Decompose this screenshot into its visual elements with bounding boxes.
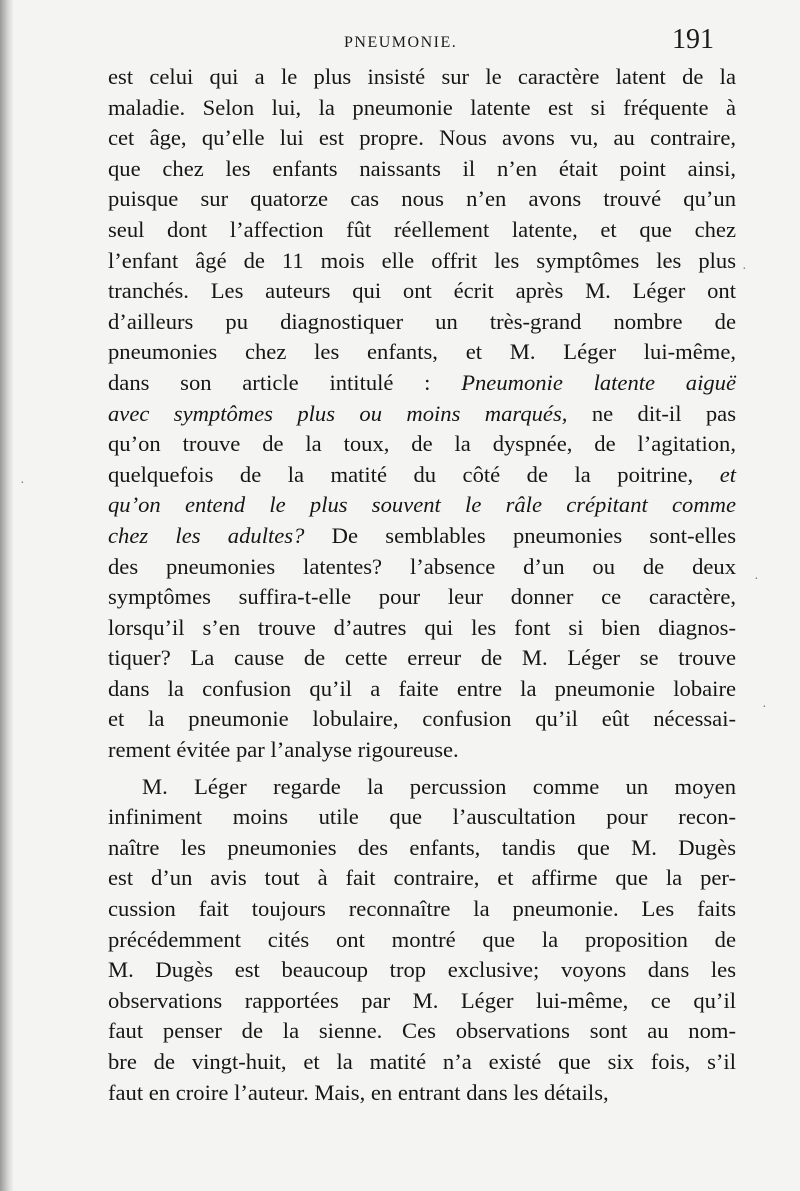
italic-segment: chez les adultes? [108, 522, 305, 548]
text-line: d’ailleurs pu diagnostiquer un très-grand nombre de [108, 308, 736, 334]
italic-segment: qu’on entend le plus souvent le râle crépitant comme [108, 492, 736, 518]
text-line [108, 521, 736, 552]
text-line: naître les pneumonies des enfants, tandis que M. Dugès [108, 834, 736, 860]
running-head: PNEUMONIE. [344, 34, 458, 51]
text-line: dans la confusion qu’il a faite entre la pneumonie lobaire [108, 675, 736, 701]
page-gutter-shadow [0, 0, 14, 1191]
text-line: rement évitée par l’analyse rigoureuse. [108, 737, 459, 763]
text-line: maladie. Selon lui, la pneumonie latente est si fréquente à [108, 94, 736, 120]
text-line: lorsqu’il s’en trouve d’autres qui les font si bien diagnos- [108, 614, 736, 640]
text-line: seul dont l’affection fût réellement latente, et que chez [108, 216, 736, 242]
italic-segment: Pneumonie latente aiguë [461, 369, 736, 395]
text-line [108, 490, 736, 521]
text-line: tranchés. Les auteurs qui ont écrit après M. Léger ont [108, 278, 736, 304]
text-line: cet âge, qu’elle lui est propre. Nous avons vu, au contraire, [108, 125, 736, 151]
page-number: 191 [672, 24, 714, 55]
text-line: faut penser de la sienne. Ces observations sont au nom- [108, 1018, 736, 1044]
text-line [108, 399, 736, 430]
paragraph [108, 772, 736, 1109]
speck: · [762, 700, 767, 715]
text-line: est d’un avis tout à fait contraire, et affirme que la per- [108, 865, 736, 891]
text-line: précédemment cités ont montré que la proposition de [108, 926, 736, 952]
text-line: tiquer? La cause de cette erreur de M. Léger se trouve [108, 645, 736, 671]
text-segment: dans son article intitulé : [108, 369, 462, 395]
speck: · [754, 572, 759, 587]
text-line: qu’on trouve de la toux, de la dyspnée, de l’agitation, [108, 431, 736, 457]
text-segment: ne dit-il pas [567, 400, 737, 426]
text-line: est celui qui a le plus insisté sur le caractère latent de la [108, 64, 736, 89]
text-line: observations rapportées par M. Léger lui-même, ce qu’il [108, 987, 736, 1013]
text-line: M. Dugès est beaucoup trop exclusive; voyons dans les [108, 957, 736, 983]
page-header [0, 24, 800, 64]
text-line: que chez les enfants naissants il n’en était point ainsi, [108, 155, 736, 181]
text-line: infiniment moins utile que l’auscultation pour recon- [108, 804, 736, 830]
paragraph [108, 62, 736, 766]
text-line [108, 368, 736, 399]
text-line: pneumonies chez les enfants, et M. Léger lui-même, [108, 339, 736, 365]
text-line: des pneumonies latentes? l’absence d’un ou de deux [108, 553, 736, 579]
speck: · [742, 262, 747, 277]
text-segment: quelquefois de la matité du côté de la poitrine, [108, 461, 720, 487]
text-line: cussion fait toujours reconnaître la pneumonie. Les faits [108, 896, 736, 922]
italic-segment: avec symptômes plus ou moins marqués, [108, 400, 568, 426]
text-line: M. Léger regarde la percussion comme un moyen [142, 773, 736, 799]
text-line: faut en croire l’auteur. Mais, en entrant dans les détails, [108, 1079, 609, 1105]
text-line: bre de vingt-huit, et la matité n’a existé que six fois, s’il [108, 1049, 736, 1074]
body-text [108, 62, 736, 1108]
text-segment: De semblables pneumonies sont-elles [304, 522, 737, 548]
text-line [108, 460, 736, 491]
text-line: symptômes suffira-t-elle pour leur donner ce caractère, [108, 584, 736, 610]
text-line: et la pneumonie lobulaire, confusion qu’il eût nécessai- [108, 706, 736, 732]
text-line: puisque sur quatorze cas nous n’en avons trouvé qu’un [108, 186, 736, 212]
speck: · [20, 476, 25, 491]
text-line: l’enfant âgé de 11 mois elle offrit les symptômes les plus [108, 247, 736, 273]
italic-segment: et [719, 461, 736, 487]
